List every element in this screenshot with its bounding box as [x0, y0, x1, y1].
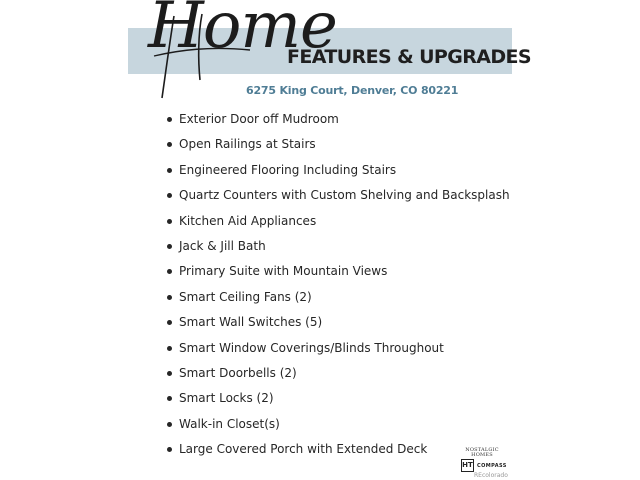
list-item-label: Engineered Flooring Including Stairs	[179, 162, 397, 177]
bullet-icon	[167, 447, 172, 452]
bullet-icon	[167, 219, 172, 224]
list-item-label: Jack & Jill Bath	[179, 238, 266, 253]
bullet-icon	[167, 320, 172, 325]
home-script-word: Home	[148, 0, 337, 63]
list-item-label: Exterior Door off Mudroom	[179, 112, 339, 126]
brand-line-1: NOSTALGIC	[465, 447, 499, 453]
list-item-label: Kitchen Aid Appliances	[179, 213, 317, 228]
bullet-icon	[167, 396, 172, 401]
bullet-icon	[167, 244, 172, 249]
list-item	[163, 108, 510, 133]
list-item	[163, 311, 510, 336]
brokerage-logo	[458, 446, 514, 480]
list-item-label: Primary Suite with Mountain Views	[179, 264, 388, 279]
list-item	[163, 159, 510, 184]
mls-credit: REcolorado	[474, 472, 508, 479]
list-item	[163, 387, 510, 412]
compass-wordmark: COMPASS	[477, 463, 507, 469]
list-item-label: Smart Locks (2)	[179, 391, 274, 406]
bullet-icon	[167, 422, 172, 427]
list-item-label: Quartz Counters with Custom Shelving and Backsplash	[179, 188, 510, 203]
list-item-label: Large Covered Porch with Extended Deck	[179, 442, 428, 457]
list-item-label: Walk-in Closet(s)	[179, 416, 280, 431]
list-item	[163, 286, 510, 311]
bullet-icon	[167, 168, 172, 173]
list-item	[163, 260, 510, 285]
list-item-label: Smart Window Coverings/Blinds Throughout	[179, 340, 444, 355]
list-item	[163, 133, 510, 158]
property-address: 6275 King Court, Denver, CO 80221	[246, 84, 459, 97]
bullet-icon	[167, 269, 172, 274]
list-item	[163, 210, 510, 235]
features-list	[163, 108, 510, 463]
bullet-icon	[167, 193, 172, 198]
list-item-label: Smart Doorbells (2)	[179, 365, 297, 380]
list-item	[163, 362, 510, 387]
list-item	[163, 184, 510, 209]
bullet-icon	[167, 371, 172, 376]
list-item-label: Smart Ceiling Fans (2)	[179, 289, 312, 304]
nostalgic-homes-wordmark	[462, 448, 502, 458]
list-item	[163, 337, 510, 362]
list-item-label: Open Railings at Stairs	[179, 137, 316, 152]
list-item	[163, 235, 510, 260]
bullet-icon	[167, 142, 172, 147]
ht-logo-icon: HT	[461, 459, 474, 472]
brand-line-2: HOMES	[471, 452, 493, 458]
bullet-icon	[167, 295, 172, 300]
bullet-icon	[167, 346, 172, 351]
page-title: FEATURES & UPGRADES	[287, 46, 531, 68]
list-item-label: Smart Wall Switches (5)	[179, 315, 323, 330]
bullet-icon	[167, 117, 172, 122]
list-item	[163, 413, 510, 438]
